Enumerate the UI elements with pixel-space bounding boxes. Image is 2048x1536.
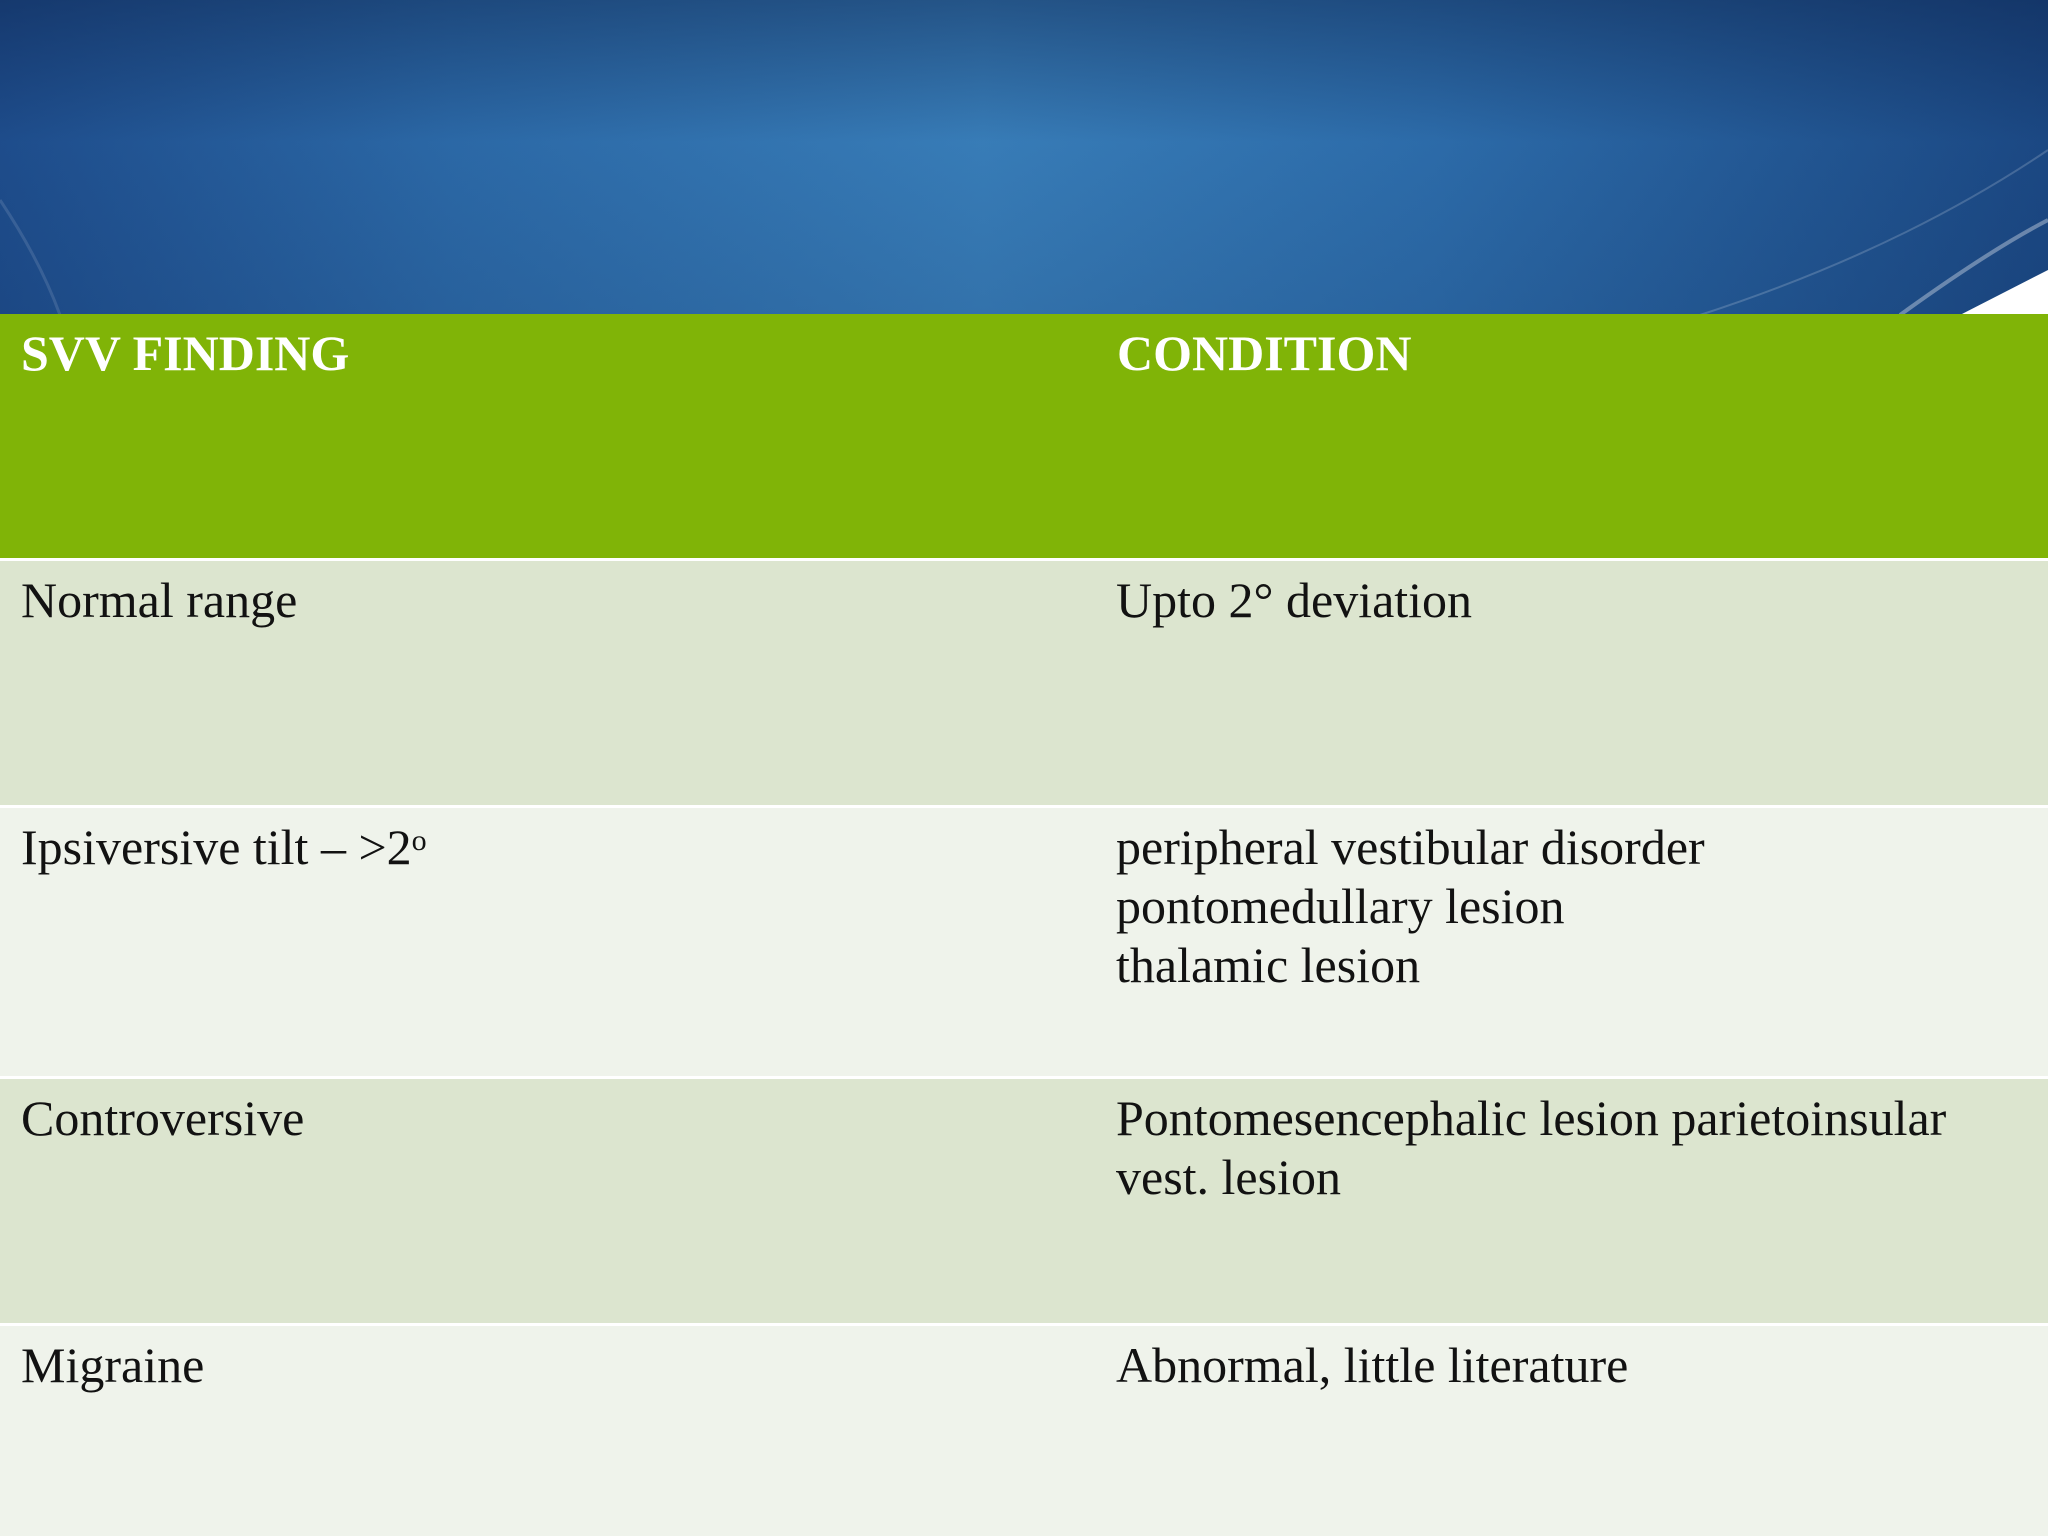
condition-cell: Abnormal, little literature bbox=[1096, 1325, 2048, 1536]
table-row bbox=[0, 807, 2048, 1078]
header-svv-finding: SVV FINDING bbox=[0, 314, 1096, 560]
condition-cell: Upto 2° deviation bbox=[1096, 560, 2048, 807]
header-condition: CONDITION bbox=[1096, 314, 2048, 560]
finding-cell: Controversive bbox=[0, 1078, 1096, 1325]
table-header-row bbox=[0, 314, 2048, 560]
finding-cell bbox=[0, 807, 1096, 1078]
table-row bbox=[0, 560, 2048, 807]
condition-cell: peripheral vestibular disorder pontomedullary lesion thalamic lesion bbox=[1096, 807, 2048, 1078]
decorative-banner bbox=[0, 0, 2048, 315]
svv-findings-table bbox=[0, 314, 2048, 1536]
finding-cell: Migraine bbox=[0, 1325, 1096, 1536]
table-row bbox=[0, 1325, 2048, 1536]
degree-superscript: o bbox=[411, 824, 427, 857]
condition-cell: Pontomesencephalic lesion parietoinsular vest. lesion bbox=[1096, 1078, 2048, 1325]
finding-text: Ipsiversive tilt – >2 bbox=[21, 819, 412, 875]
table-row bbox=[0, 1078, 2048, 1325]
finding-cell: Normal range bbox=[0, 560, 1096, 807]
banner-swoosh-graphic bbox=[0, 0, 2048, 315]
